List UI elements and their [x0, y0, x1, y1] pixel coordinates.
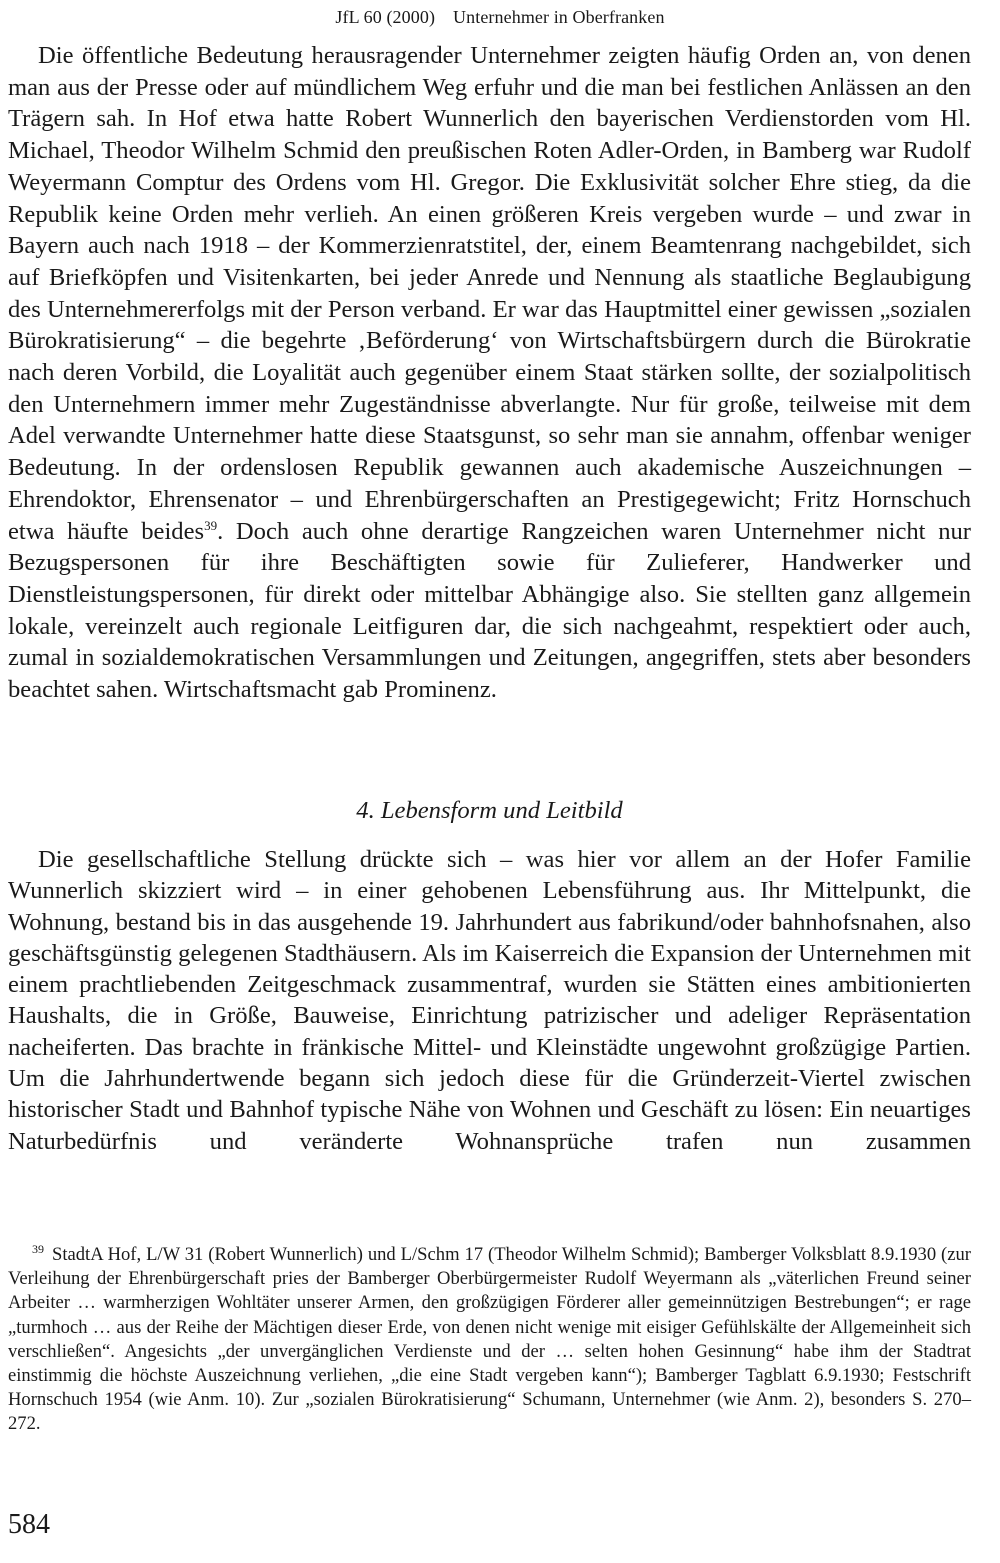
- footnote-39: [8, 1243, 971, 1437]
- paragraph-orden-part-1: Die öffentliche Bedeutung herausragender Unternehmer zeigten häufig Orden an, von denen man aus der Presse oder auf mündlichem Weg erfuhr und die man bei festlichen Anlässen an den Trägern sah. In Hof etwa hatte Robert Wunnerlich den bayerischen Verdienstorden vom Hl. Michael, Theodor Wilhelm Schmid den preußischen Roten Adler-Orden, in Bamberg war Rudolf Weyermann Comptur des Ordens vom Hl. Gregor. Die Exklusivität solcher Ehre stieg, da die Republik keine Orden mehr verlieh. An einen größeren Kreis vergeben wurde – und zwar in Bayern auch nach 1918 – der Kommerzienratstitel, der, einem Beamtenrang nachgebildet, sich auf Briefköpfen und Visitenkarten, bei jeder Anrede und Nennung als staatliche Beglaubigung des Unternehmererfolgs mit der Person verband. Er war das Hauptmittel einer gewissen „sozialen Bürokratisierung“ – die begehrte ‚Beförderung‘ von Wirtschaftsbürgern durch die Bürokratie nach deren Vorbild, die Loyalität auch gegenüber einem Staat stärken sollte, der sozialpolitisch den Unternehmern immer mehr Zugeständnisse abverlangte. Nur für große, teilweise mit dem Adel verwandte Unternehmer hatte diese Staatsgunst, so sehr man sie annahm, offenbar weniger Bedeutung. In der ordenslosen Republik gewannen auch akademische Auszeichnungen – Ehrendoktor, Ehrensenator – und Ehrenbürgerschaften an Prestigegewicht; Fritz Hornschuch etwa häufte beides: [8, 42, 971, 545]
- footnote-number: 39: [32, 1241, 44, 1256]
- body-text-lower: [8, 844, 971, 1157]
- page-number: 584: [8, 1509, 50, 1540]
- section-heading: 4. Lebensform und Leitbild: [356, 797, 623, 824]
- paragraph-lebensform: Die gesellschaftliche Stellung drückte sich – was hier vor allem an der Hofer Familie Wunnerlich skizziert wird – in einer gehobenen Lebensführung aus. Ihr Mittelpunkt, die Wohnung, bestand bis in das ausgehende 19. Jahrhundert aus fabrikund/oder bahnhofsnahen, also geschäftsgünstig gelegenen Stadthäusern. Als im Kaiserreich die Expansion der Unternehmen mit einem prachtliebenden Zeitgeschmack zusammentraf, wurden sie Stätten eines ambitionierten Haushalts, die in Größe, Bauweise, Einrichtung patrizischer und adeliger Repräsentation nacheiferten. Das brachte in fränkische Mittel- und Kleinstädte ungewohnt großzügige Partien. Um die Jahrhundertwende begann sich jedoch diese für die Gründerzeit-Viertel zwischen historischer Stadt und Bahnhof typische Nähe von Wohnen und Geschäft zu lösen: Ein neuartiges Naturbedürfnis und veränderte Wohnansprüche trafen nun zusammen: [8, 846, 971, 1155]
- article-short-title: Unternehmer in Oberfranken: [453, 7, 665, 27]
- running-head: [8, 6, 992, 28]
- journal-reference: JfL 60 (2000): [335, 7, 436, 27]
- footnote-text: StadtA Hof, L/W 31 (Robert Wunnerlich) und L/Schm 17 (Theodor Wilhelm Schmid); Bamberger Volksblatt 8.9.1930 (zur Verleihung der Ehrenbürgerschaft pries der Bamberger Oberbürgermeister Rudolf Weyermann als „väterlichen Freund seiner Arbeiter … warmherzigen Wohltäter unserer Armen, den großzügigen Förderer aller gemeinnützigen Bestrebungen“; er rage „turmhoch … aus der Reihe der Mächtigen dieser Erde, von denen nicht wenige mit eisiger Gefühlskälte der Allgemeinheit sich verschließen“. Angesichts „der unvergänglichen Verdienste und der … selten hohen Gesinnung“ habe ihm der Stadtrat einstimmig die höchste Auszeichnung verliehen, „die eine Stadt vergeben kann“); Bamberger Tagblatt 6.9.1930; Festschrift Hornschuch 1954 (wie Anm. 10). Zur „sozialen Bürokratisierung“ Schumann, Unternehmer (wie Anm. 2), besonders S. 270–272.: [8, 1244, 971, 1435]
- body-text-upper: [8, 40, 971, 706]
- paragraph-orden-part-2: . Doch auch ohne derartige Rangzeichen waren Unternehmer nicht nur Bezugspersonen für ihre Beschäftigten sowie für Zulieferer, Handwerker und Dienstleistungspersonen, für direkt oder mittelbar Abhängige also. Sie stellten ganz allgemein lokale, vereinzelt auch regionale Leitfiguren dar, die sich nachgeahmt, respektiert oder auch, zumal in sozialdemokratischen Versammlungen und Zeitungen, angegriffen, stets aber besonders beachtet sahen. Wirtschaftsmacht gab Prominenz.: [8, 517, 971, 704]
- paragraph-orden: [8, 40, 971, 706]
- footnote-reference-39[interactable]: 39: [204, 517, 218, 533]
